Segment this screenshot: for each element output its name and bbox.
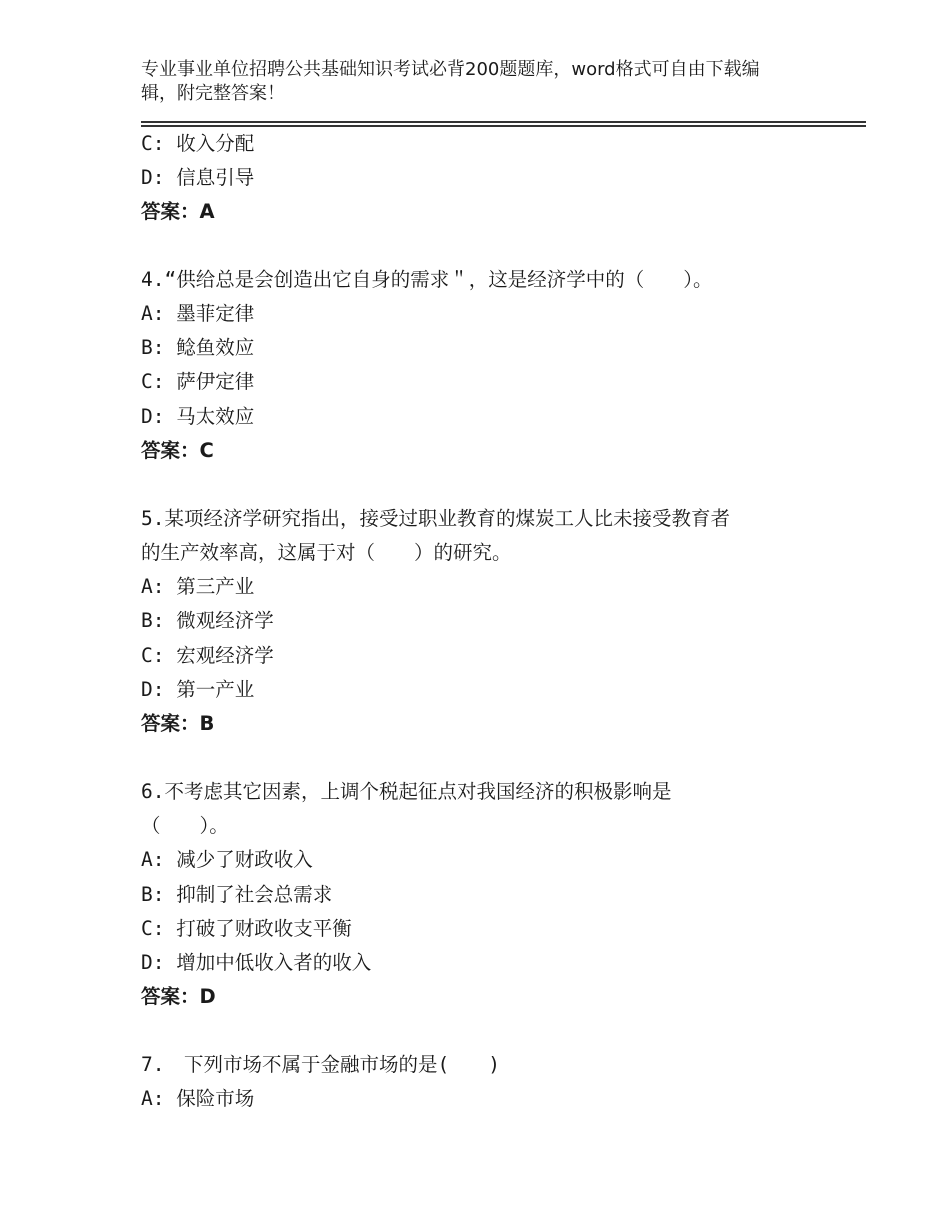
q5-question-line1: 5.某项经济学研究指出，接受过职业教育的煤炭工人比未接受教育者 [141, 507, 730, 530]
q6-question-line2: （ ）。 [141, 814, 229, 837]
q4-option-d: D: 马太效应 [141, 405, 255, 428]
q7-option-a: A: 保险市场 [141, 1087, 255, 1110]
q5-option-d: D: 第一产业 [141, 678, 255, 701]
q4-option-a: A: 墨菲定律 [141, 302, 255, 325]
page-header: 专业事业单位招聘公共基础知识考试必背200题题库，word格式可自由下载编辑，附完整答案！ [141, 59, 760, 104]
q6-option-c: C: 打破了财政收支平衡 [141, 917, 352, 940]
q6-question-line1: 6.不考虑其它因素，上调个税起征点对我国经济的积极影响是 [141, 780, 672, 803]
q6-option-a: A: 减少了财政收入 [141, 848, 313, 871]
q5-option-c: C: 宏观经济学 [141, 644, 274, 667]
header-rule-bottom [141, 125, 866, 127]
q4-answer: 答案：C [141, 439, 214, 462]
q4-option-b: B: 鲶鱼效应 [141, 336, 255, 359]
q6-answer: 答案：D [141, 985, 216, 1008]
q5-option-b: B: 微观经济学 [141, 609, 274, 632]
q5-option-a: A: 第三产业 [141, 575, 255, 598]
q4-option-c: C: 萨伊定律 [141, 370, 255, 393]
q3-answer: 答案：A [141, 200, 215, 223]
q3-option-d: D: 信息引导 [141, 166, 255, 189]
q7-question: 7. 下列市场不属于金融市场的是( ) [141, 1053, 500, 1076]
q4-question: 4.“供给总是会创造出它自身的需求＂，这是经济学中的（ ）。 [141, 268, 713, 291]
q6-option-b: B: 抑制了社会总需求 [141, 883, 333, 906]
header-rule-top [141, 121, 866, 123]
q3-option-c: C: 收入分配 [141, 132, 255, 155]
q6-option-d: D: 增加中低收入者的收入 [141, 951, 372, 974]
q5-answer: 答案：B [141, 712, 215, 735]
q5-question-line2: 的生产效率高，这属于对（ ）的研究。 [141, 541, 512, 564]
